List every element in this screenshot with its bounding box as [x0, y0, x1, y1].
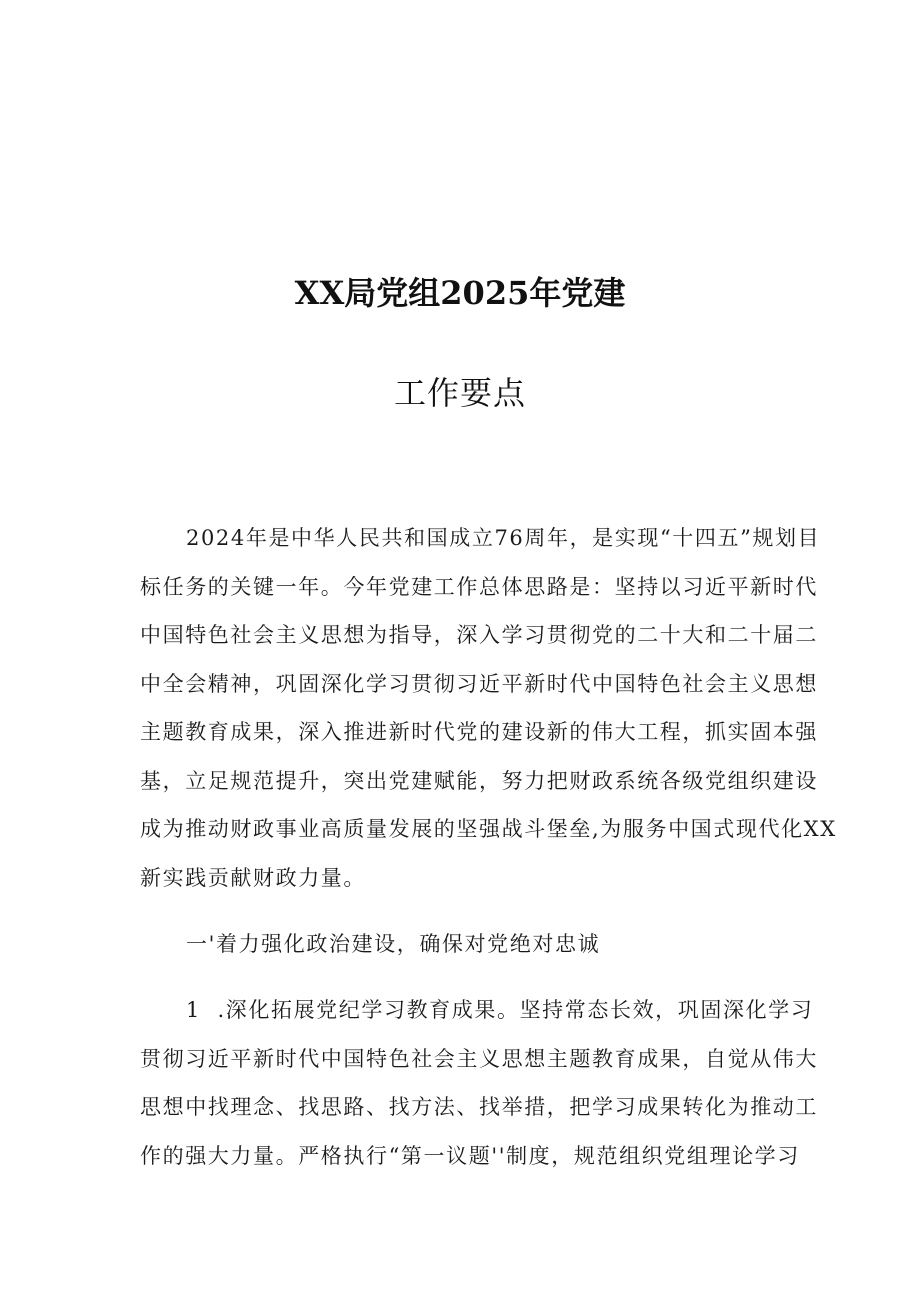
- paragraph-line: 标任务的关键一年。今年党建工作总体思路是：坚持以习近平新时代: [140, 574, 818, 599]
- document-title-line-2: 工作要点: [393, 374, 526, 412]
- paragraph-line: 作的强大力量。严格执行“第一议题''制度，规范组织党组理论学习: [140, 1143, 800, 1168]
- paragraph-line: 贯彻习近平新时代中国特色社会主义思想主题教育成果，自觉从伟大: [140, 1046, 818, 1071]
- paragraph-line: 中全会精神，巩固深化学习贯彻习近平新时代中国特色社会主义思想: [140, 671, 818, 696]
- item-1-paragraph: [140, 986, 818, 1180]
- paragraph-line: 思想中找理念、找思路、找方法、找举措，把学习成果转化为推动工: [140, 1095, 818, 1119]
- paragraph-line: 1 .深化拓展党纪学习教育成果。坚持常态长效，巩固深化学习: [186, 998, 814, 1022]
- paragraph-line: 成为推动财政事业高质量发展的坚强战斗堡垒,为服务中国式现代化XX: [140, 817, 837, 841]
- paragraph-line: 基，立足规范提升，突出党建赋能，努力把财政系统各级党组织建设: [140, 768, 818, 793]
- paragraph-line: 新实践贡献财政力量。: [140, 865, 366, 890]
- document-title-line-1: XX局党组2025年党建: [294, 274, 626, 312]
- intro-paragraph: [140, 514, 837, 902]
- paragraph-line: 中国特色社会主义思想为指导，深入学习贯彻党的二十大和二十届二: [140, 623, 818, 647]
- section-heading-text: 一'着力强化政治建设，确保对党绝对忠诚: [186, 932, 601, 956]
- paragraph-line: 主题教育成果，深入推进新时代党的建设新的伟大工程，抓实固本强: [140, 720, 818, 744]
- section-heading: [140, 920, 800, 969]
- paragraph-line: 2024年是中华人民共和国成立76周年，是实现“十四五”规划目: [186, 526, 821, 550]
